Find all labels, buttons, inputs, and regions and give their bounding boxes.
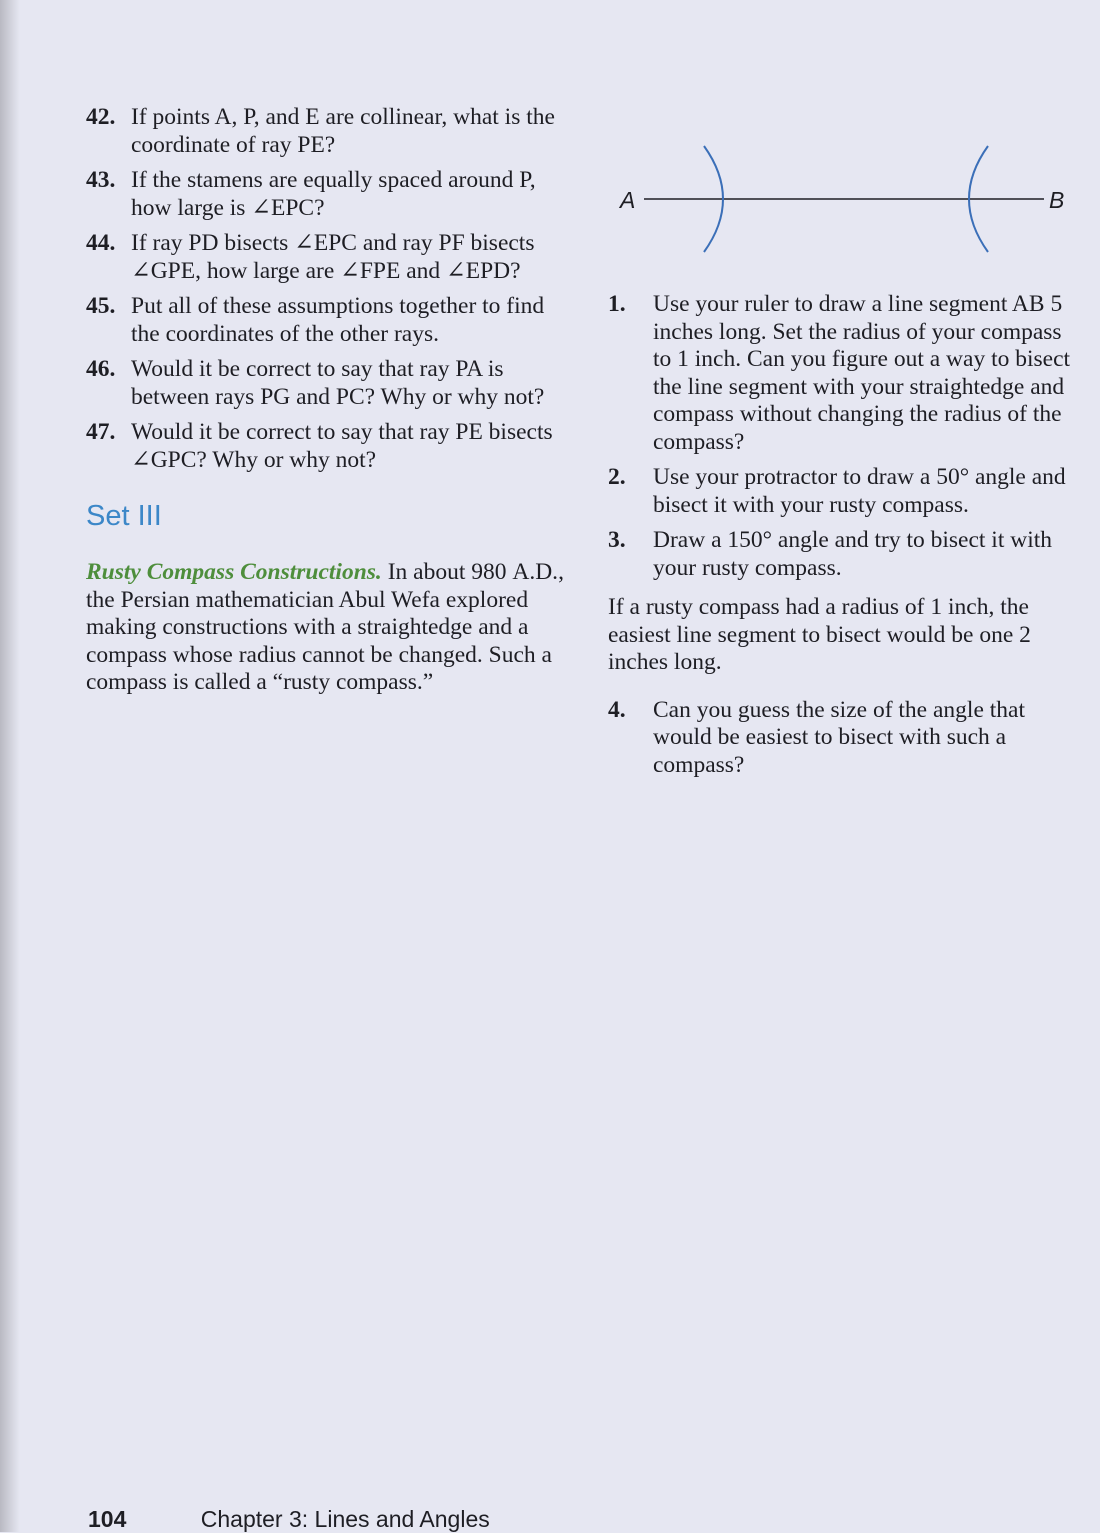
question-text: If ray PD bisects ∠EPC and ray PF bisects ∠GPE, how large are ∠FPE and ∠EPD? [131,230,535,284]
question-number: 42. [86,104,116,130]
intro-lead: Rusty Compass Constructions. [86,559,382,585]
question-number: 47. [86,419,116,445]
intro-text-b: , the Persian mathematician Abul Wefa explored making constructions with a straightedge and a compass whose radius cannot be changed. Such a compass is called a “rusty compass.” [86,559,564,695]
question-text: Can you guess the size of the angle that would be easiest to bisect with such a compass? [653,696,1025,778]
rusty-compass-figure [608,140,1083,260]
segment-diagram [608,140,1083,260]
question-45 [86,293,576,348]
question-44 [86,230,576,285]
page-number: 104 [88,1506,127,1532]
intro-paragraph [86,559,576,697]
question-1 [608,291,1083,456]
right-column [608,291,1083,787]
page-footer [88,1506,490,1533]
question-text: Would it be correct to say that ray PE bisects ∠GPC? Why or why not? [131,419,553,473]
question-number: 3. [608,527,626,553]
question-text: If points A, P, and E are collinear, what is the coordinate of ray PE? [131,104,555,158]
question-number: 43. [86,167,116,193]
point-b-label: B [1049,187,1065,213]
question-number: 2. [608,464,626,490]
question-number: 4. [608,696,626,723]
question-47 [86,419,576,474]
question-number: 1. [608,291,626,317]
section-heading: Set III [86,500,162,532]
question-text: Put all of these assumptions together to find the coordinates of the other rays. [131,293,545,347]
chapter-title: Chapter 3: Lines and Angles [200,1506,490,1532]
question-text: If the stamens are equally spaced around P, how large is ∠EPC? [131,167,536,221]
question-42 [86,104,576,159]
question-number: 46. [86,356,116,382]
question-number: 44. [86,230,116,256]
question-2 [608,464,1083,519]
question-3 [608,527,1083,582]
question-46 [86,356,576,411]
point-a-label: A [620,187,636,213]
question-text: Use your protractor to draw a 50° angle and bisect it with your rusty compass. [653,464,1066,518]
intro-text-a: In about 980 [381,559,513,585]
question-number: 45. [86,293,116,319]
left-column [86,104,576,697]
intro-era: A.D. [512,559,559,585]
page-spine-shadow [0,0,20,1532]
question-text: Draw a 150° angle and try to bisect it with your rusty compass. [653,527,1053,581]
question-43 [86,167,576,222]
question-4 [608,697,1083,780]
question-text: Would it be correct to say that ray PA is between rays PG and PC? Why or why not? [131,356,545,410]
rusty-compass-paragraph: If a rusty compass had a radius of 1 inch, the easiest line segment to bisect would be one 2 inches long. [608,594,1031,675]
question-text: Use your ruler to draw a line segment AB 5 inches long. Set the radius of your compass to 1 inch. Can you figure out a way to bisect the line segment with your straightedge and compass without changing the radius of the compass? [653,291,1071,455]
